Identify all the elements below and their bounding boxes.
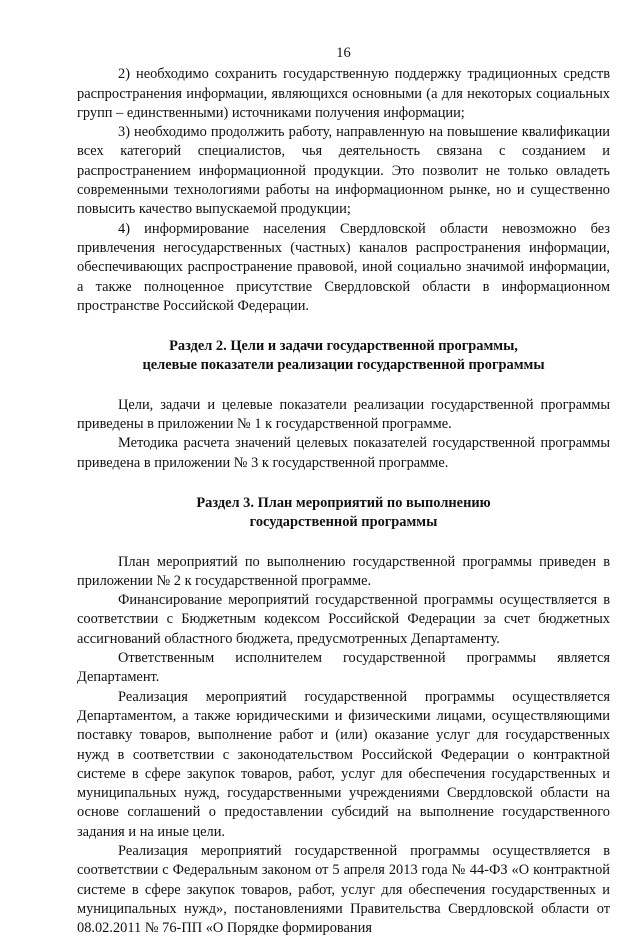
section-2-paragraph: Методика расчета значений целевых показателей государственной программы приведена в приложении № 3 к государственной программе. <box>77 435 610 471</box>
intro-paragraph-4: 4) информирование населения Свердловской области невозможно без привлечения негосударственных (частных) каналов распространения информации, обеспечивающих распространение правовой, иной социально значимой информации, а также полноценное присутствие Свердловской области в информационном пространстве Российской Федерации. <box>77 220 610 314</box>
section-3-paragraph: Ответственным исполнителем государственной программы является Департамент. <box>77 650 610 686</box>
section-3-heading-line-2: государственной программы <box>249 514 438 531</box>
section-3-paragraph: Финансирование мероприятий государственной программы осуществляется в соответствии с Бюджетным кодексом Российской Федерации за счет бюджетных ассигнований областного бюджета, предусмотренных Департаменту. <box>77 592 610 647</box>
section-2-paragraph: Цели, задачи и целевые показатели реализации государственной программы приведены в приложении № 1 к государственной программе. <box>77 396 610 433</box>
section-2-heading-line-1: Раздел 2. Цели и задачи государственной программы, <box>169 338 518 355</box>
intro-paragraph-3: 3) необходимо продолжить работу, направленную на повышение квалификации всех категорий специалистов, чья деятельность связана с созданием и распространением информационной продукции. Это позволит не только овладеть современными технологиями работы на информационном рынке, но и существенно повысить качество выпускаемой продукции; <box>77 124 610 218</box>
document-page <box>77 44 610 938</box>
section-3-paragraph: План мероприятий по выполнению государственной программы приведен в приложении № 2 к государственной программе. <box>77 553 610 589</box>
section-3-heading-line-1: Раздел 3. План мероприятий по выполнению <box>196 494 491 511</box>
intro-paragraph-2: 2) необходимо сохранить государственную поддержку традиционных средств распространения информации, являющихся основными (а для некоторых социальных групп – единственными) источниками получения информации; <box>77 66 610 121</box>
section-3-paragraph: Реализация мероприятий государственной программы осуществляется Департаментом, а также юридическими и физическими лицами, осуществляющими поставку товаров, выполнение работ и (или) оказание услуг для государственных нужд в соответствии с законодательством Российской Федерации о контрактной системе в сфере закупок товаров, работ, услуг для обеспечения государственных и муниципальных нужд, государственными учреждениями Свердловской области на основе соглашений о предоставлении субсидий на выполнение государственного задания и на иные цели. <box>77 688 610 840</box>
page-number: 16 <box>336 45 351 61</box>
section-3-paragraph: Реализация мероприятий государственной программы осуществляется в соответствии с Федеральным законом от 5 апреля 2013 года № 44-ФЗ «О контрактной системе в сфере закупок товаров, работ, услуг для обеспечения государственных и муниципальных нужд», постановлениями Правительства Свердловской области от 08.02.2011 № 76-ПП «О Порядке формирования <box>77 842 610 937</box>
section-2-heading <box>77 337 610 376</box>
section-3-heading <box>77 494 610 533</box>
section-2-heading-line-2: целевые показатели реализации государственной программы <box>142 357 545 374</box>
